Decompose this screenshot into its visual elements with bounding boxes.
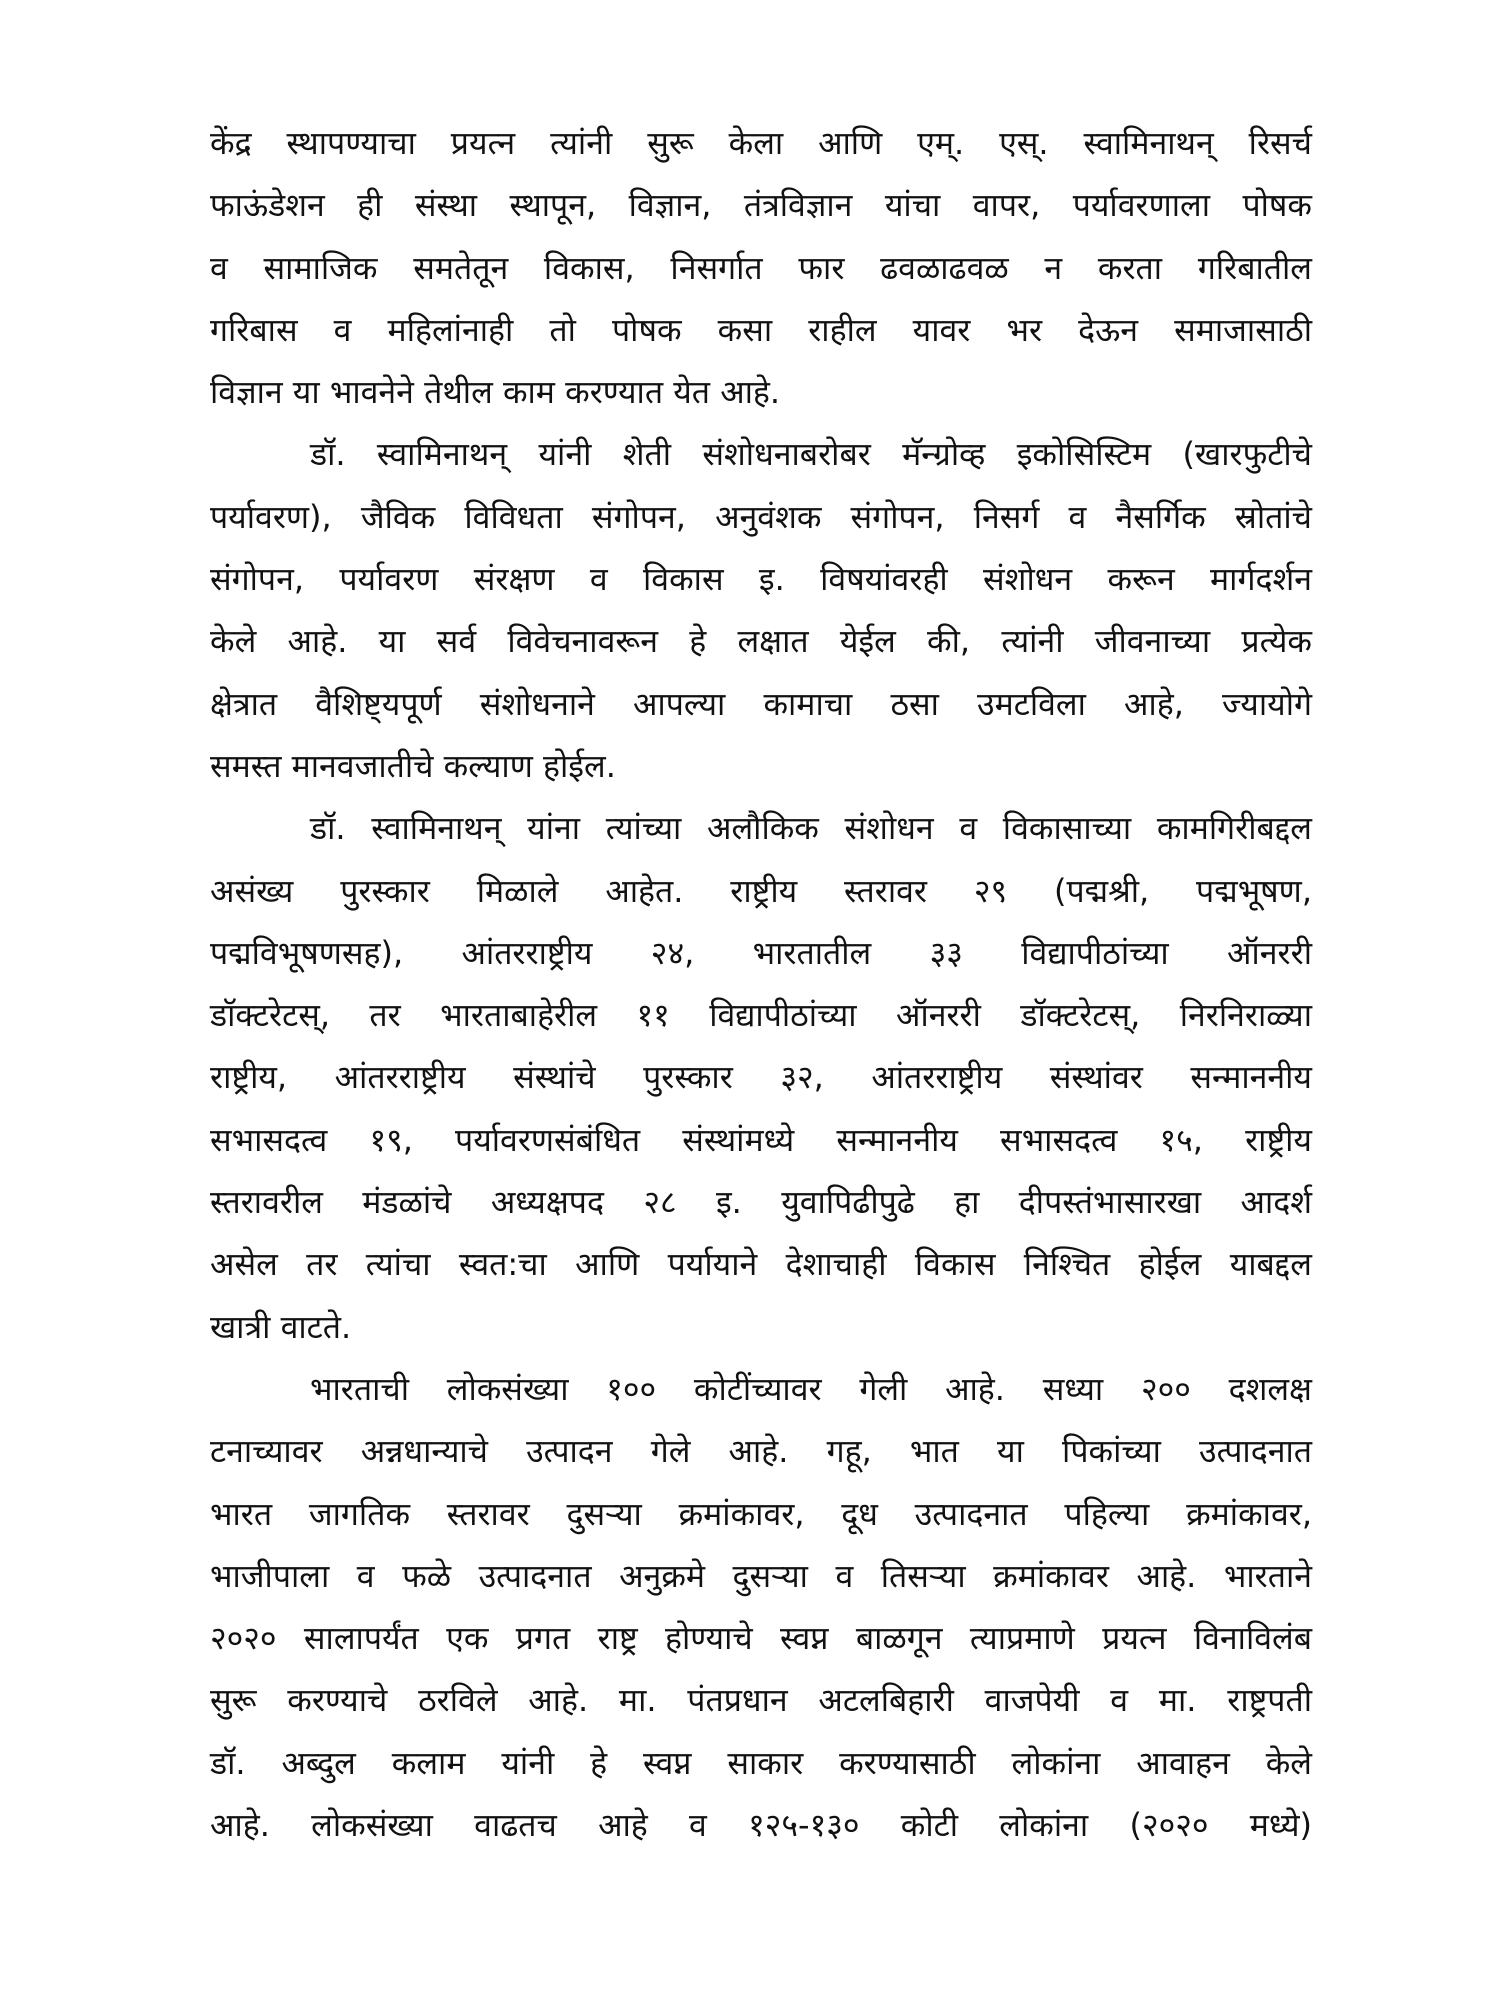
- body-text: [210, 112, 1312, 1856]
- text-line: केले आहे. या सर्व विवेचनावरून हे लक्षात येईल की, त्यांनी जीवनाच्या प्रत्येक: [210, 622, 1312, 661]
- text-line: असेल तर त्यांचा स्वत:चा आणि पर्यायाने देशाचाही विकास निश्चित होईल याबद्दल: [210, 1245, 1312, 1284]
- text-line: आहे. लोकसंख्या वाढतच आहे व १२५-१३० कोटी लोकांना (२०२० मध्ये): [210, 1806, 1312, 1845]
- paragraph: [210, 423, 1312, 797]
- text-line: डॉ. स्वामिनाथन् यांनी शेती संशोधनाबरोबर मॅन्ग्रोव्ह इकोसिस्टिम (खारफुटीचे: [310, 435, 1312, 474]
- paragraph: [210, 1358, 1312, 1856]
- text-line: फाऊंडेशन ही संस्था स्थापून, विज्ञान, तंत्रविज्ञान यांचा वापर, पर्यावरणाला पोषक: [210, 186, 1312, 225]
- paragraph: [210, 797, 1312, 1358]
- text-line: २०२० सालापर्यंत एक प्रगत राष्ट्र होण्याचे स्वप्न बाळगून त्याप्रमाणे प्रयत्न विनाविलंब: [210, 1619, 1312, 1658]
- text-line: भारताची लोकसंख्या १०० कोटींच्यावर गेली आहे. सध्या २०० दशलक्ष: [310, 1369, 1312, 1408]
- text-line: भारत जागतिक स्तरावर दुसऱ्या क्रमांकावर, दूध उत्पादनात पहिल्या क्रमांकावर,: [210, 1494, 1312, 1533]
- text-line: टनाच्यावर अन्नधान्याचे उत्पादन गेले आहे. गहू, भात या पिकांच्या उत्पादनात: [210, 1432, 1312, 1471]
- text-line: डॉ. स्वामिनाथन् यांना त्यांच्या अलौकिक संशोधन व विकासाच्या कामगिरीबद्दल: [310, 809, 1312, 848]
- text-line: सभासदत्व १९, पर्यावरणसंबंधित संस्थांमध्ये सन्माननीय सभासदत्व १५, राष्ट्रीय: [210, 1120, 1312, 1159]
- text-line: क्षेत्रात वैशिष्ट्यपूर्ण संशोधनाने आपल्या कामाचा ठसा उमटविला आहे, ज्यायोगे: [210, 684, 1312, 723]
- text-line: गरिबास व महिलांनाही तो पोषक कसा राहील यावर भर देऊन समाजासाठी: [210, 310, 1312, 349]
- paragraph: [210, 112, 1312, 423]
- text-line: असंख्य पुरस्कार मिळाले आहेत. राष्ट्रीय स्तरावर २९ (पद्मश्री, पद्मभूषण,: [210, 871, 1312, 910]
- text-line: संगोपन, पर्यावरण संरक्षण व विकास इ. विषयांवरही संशोधन करून मार्गदर्शन: [210, 560, 1312, 599]
- text-line: विज्ञान या भावनेने तेथील काम करण्यात येत आहे.: [210, 373, 781, 412]
- text-line: व सामाजिक समतेतून विकास, निसर्गात फार ढवळाढवळ न करता गरिबातील: [210, 248, 1312, 287]
- text-line: केंद्र स्थापण्याचा प्रयत्न त्यांनी सुरू केला आणि एम्. एस्. स्वामिनाथन् रिसर्च: [210, 124, 1312, 162]
- text-line: भाजीपाला व फळे उत्पादनात अनुक्रमे दुसऱ्या व तिसऱ्या क्रमांकावर आहे. भारताने: [210, 1556, 1312, 1595]
- text-line: सुरू करण्याचे ठरविले आहे. मा. पंतप्रधान अटलबिहारी वाजपेयी व मा. राष्ट्रपती: [210, 1681, 1312, 1720]
- text-line: डॉक्टरेटस्, तर भारताबाहेरील ११ विद्यापीठांच्या ऑनररी डॉक्टरेटस्, निरनिराळ्या: [210, 996, 1312, 1035]
- text-line: पद्मविभूषणसह), आंतरराष्ट्रीय २४, भारतातील ३३ विद्यापीठांच्या ऑनररी: [210, 933, 1312, 972]
- text-line: समस्त मानवजातीचे कल्याण होईल.: [210, 746, 616, 785]
- text-line: राष्ट्रीय, आंतरराष्ट्रीय संस्थांचे पुरस्कार ३२, आंतरराष्ट्रीय संस्थांवर सन्माननीय: [210, 1058, 1312, 1097]
- text-line: पर्यावरण), जैविक विविधता संगोपन, अनुवंशक संगोपन, निसर्ग व नैसर्गिक स्रोतांचे: [210, 497, 1312, 536]
- text-line: खात्री वाटते.: [210, 1307, 352, 1346]
- text-line: डॉ. अब्दुल कलाम यांनी हे स्वप्न साकार करण्यासाठी लोकांना आवाहन केले: [210, 1743, 1312, 1782]
- text-line: स्तरावरील मंडळांचे अध्यक्षपद २८ इ. युवापिढीपुढे हा दीपस्तंभासारखा आदर्श: [210, 1183, 1312, 1222]
